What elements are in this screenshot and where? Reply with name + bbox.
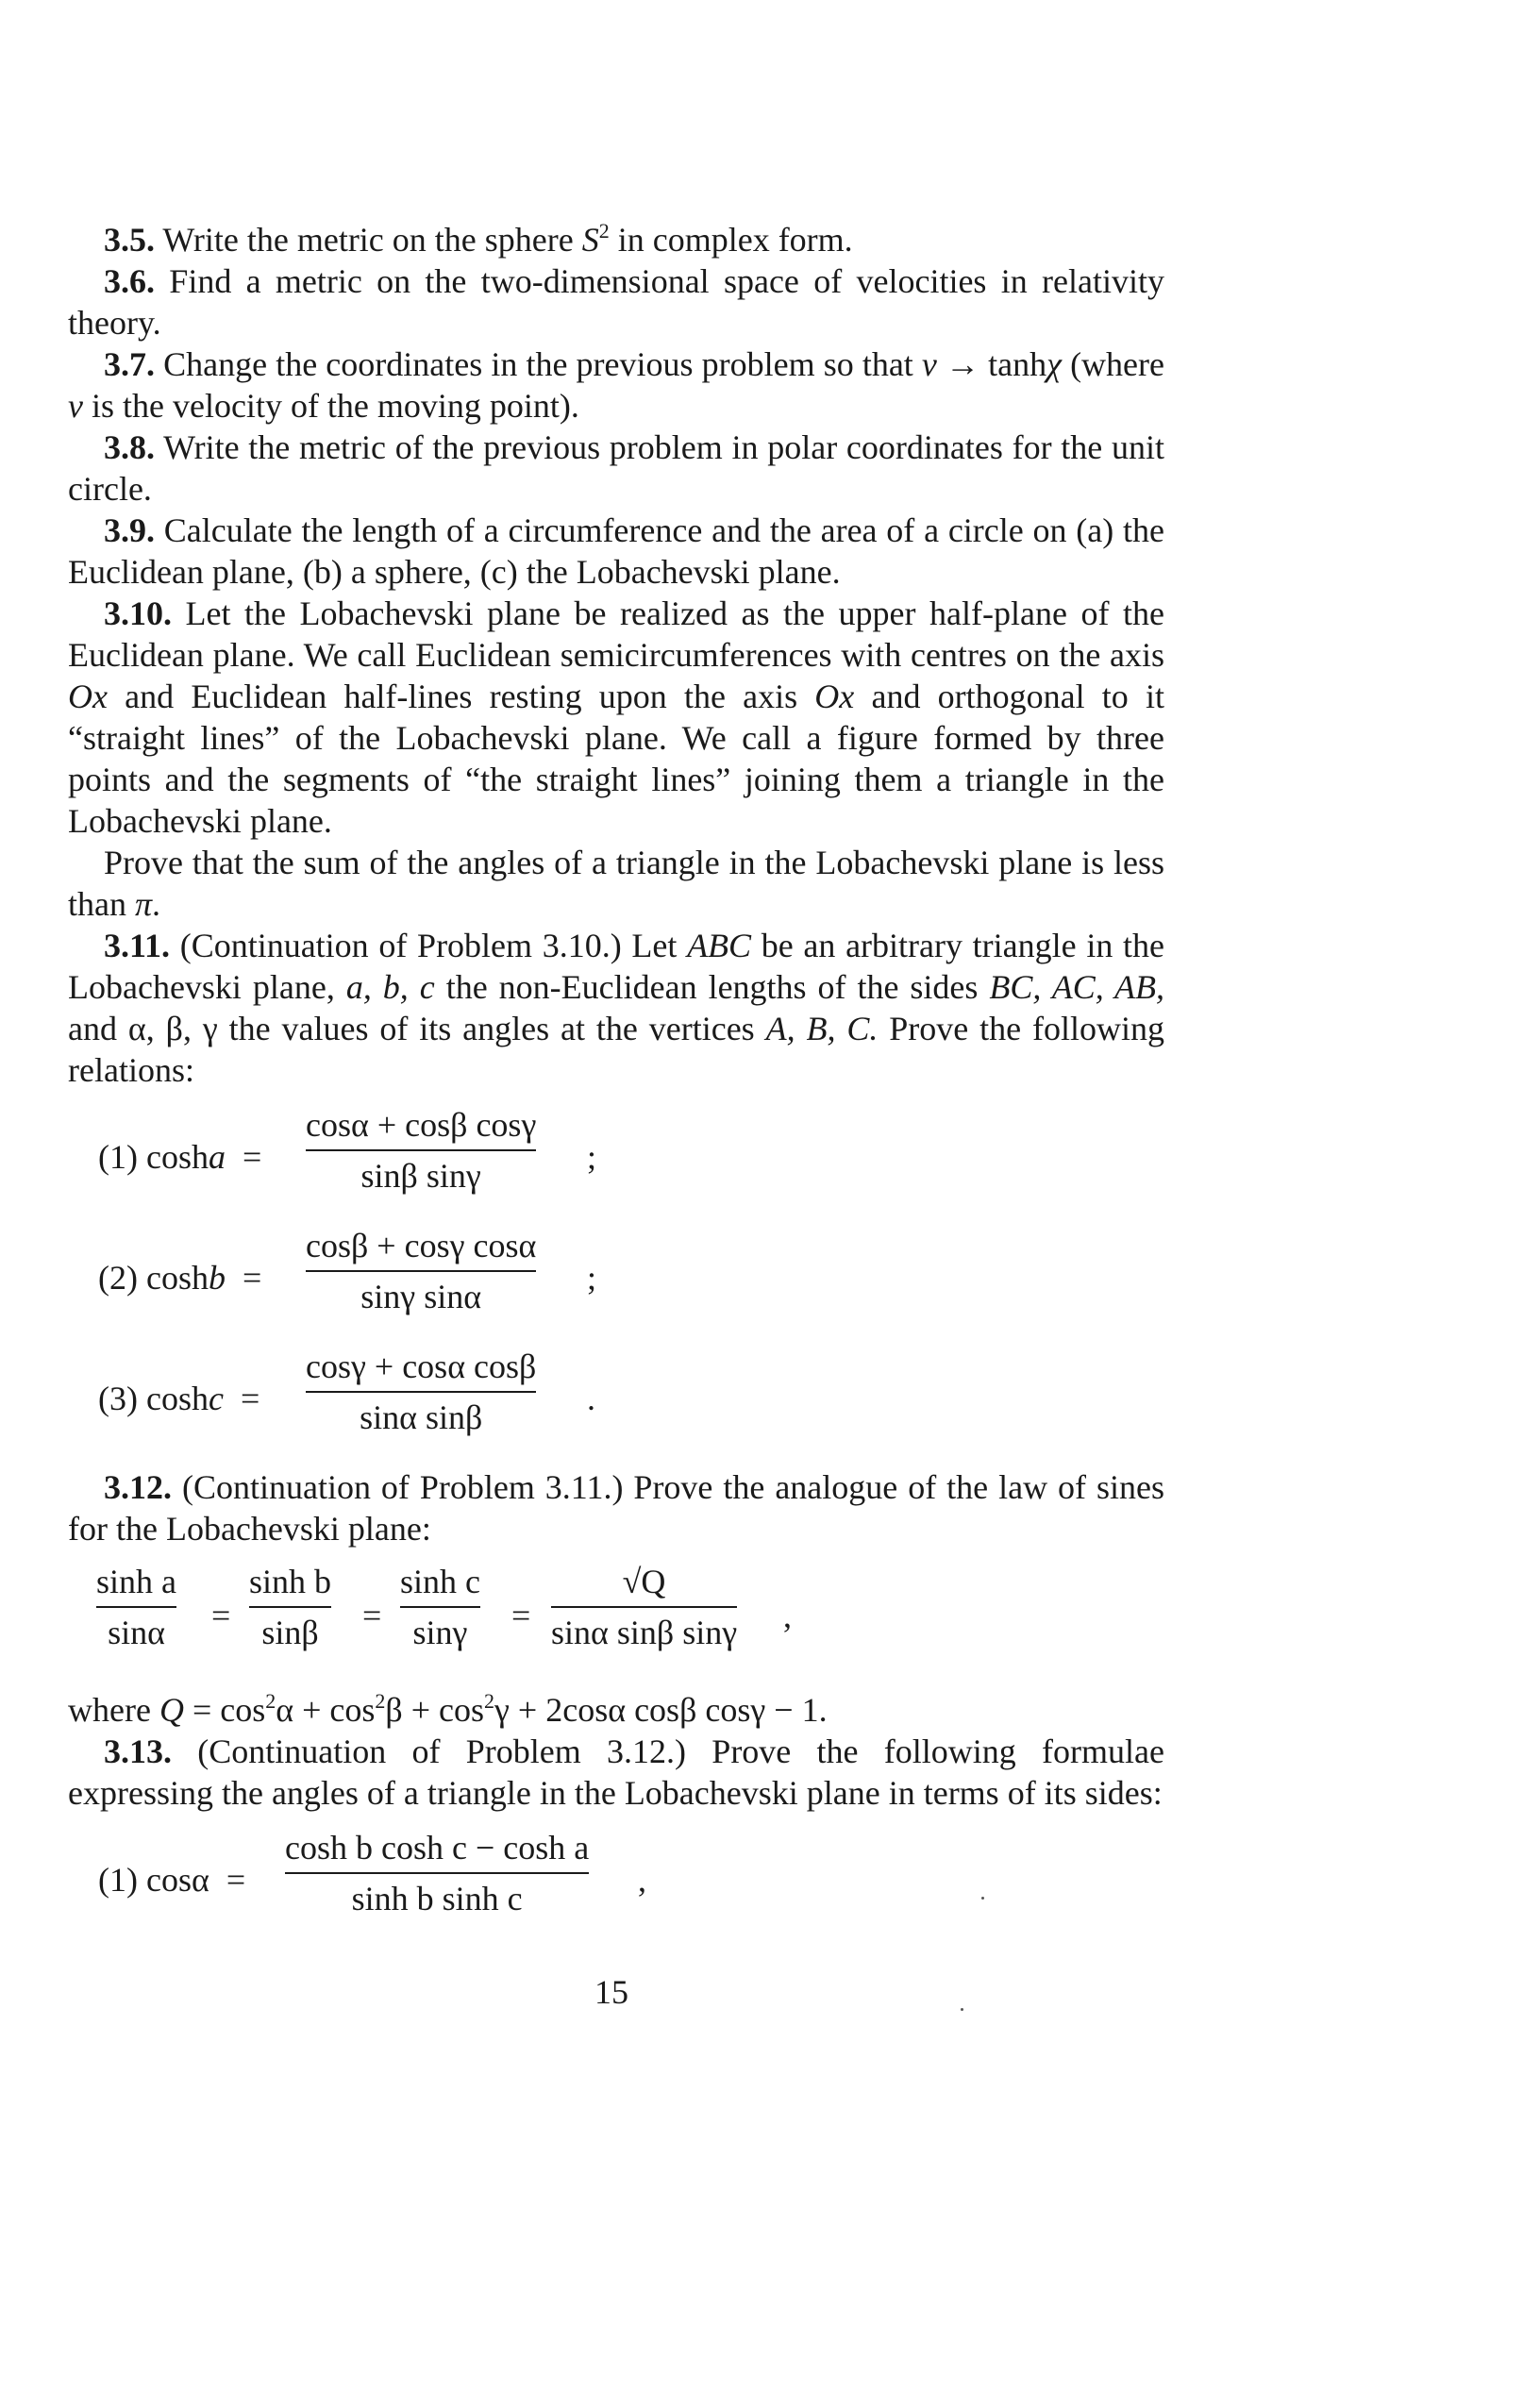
problem-3-12: 3.12. (Continuation of Problem 3.11.) Prove the analogue of the law of sines for the Lobachevski plane: — [68, 1468, 1164, 1548]
problem-3-11: 3.11. (Continuation of Problem 3.10.) Let ABC be an arbitrary triangle in the Lobachevski plane, a, b, c the non-Euclidean lengths of the sides BC, AC, AB, and α, β, γ the values of its angles at the vertices A, B, C. Prove the following relations: — [68, 927, 1165, 1089]
fraction: sinh a sinα — [96, 1563, 176, 1651]
problem-number: 3.9. — [104, 511, 155, 549]
problem-number: 3.5. — [104, 221, 155, 259]
problem-3-5: 3.5. Write the metric on the sphere $S^2$ in complex form. — [104, 219, 853, 259]
problem-number: 3.10. — [104, 594, 172, 632]
problem-3-9: 3.9. Calculate the length of a circumference and the area of a circle on (a) the Euclidean plane, (b) a sphere, (c) the Lobachevski plane. — [68, 511, 1164, 591]
problem-number: 3.6. — [104, 262, 155, 300]
problem-number: 3.8. — [104, 428, 155, 466]
problem-3-10-prove: Prove that the sum of the angles of a triangle in the Lobachevski plane is less than π. — [68, 844, 1164, 923]
problem-number: 3.12. — [104, 1468, 172, 1506]
problem-3-13: 3.13. (Continuation of Problem 3.12.) Prove the following formulae expressing the angles of a triangle in the Lobachevski plane in terms of its sides: — [68, 1733, 1164, 1812]
fraction: cosγ + cosα cosβ sinα sinβ — [306, 1348, 537, 1436]
equation-1: (1) cosha = cosα + cosβ cosγ sinβ sinγ ; — [98, 1106, 597, 1195]
problem-3-8: 3.8. Write the metric of the previous problem in polar coordinates for the unit circle. — [68, 428, 1164, 508]
page-number: 15 — [594, 1973, 628, 2011]
problem-number: 3.11. — [104, 927, 171, 964]
problem-3-7: 3.7. Change the coordinates in the previous problem so that v → tanhχ (where v is the velocity of the moving point). — [68, 345, 1164, 425]
where-clause: where $Q = \cos^2\alpha + \cos^2\beta + \cos^2\gamma + 2\cos\alpha$ cosβ cosγ − 1. — [68, 1689, 828, 1729]
fraction: sinh c sinγ — [400, 1563, 480, 1651]
fraction: cosα + cosβ cosγ sinβ sinγ — [306, 1106, 537, 1195]
problem-number: 3.13. — [104, 1733, 172, 1770]
page-body — [68, 219, 1164, 1948]
equation-3: (3) coshc = cosγ + cosα cosβ sinα sinβ . — [98, 1348, 595, 1436]
problem-3-10: 3.10. Let the Lobachevski plane be realized as the upper half-plane of the Euclidean plane. We call Euclidean semicircumferences with centres on the axis Ox and Euclidean half-lines resting upon the axis Ox and orthogonal to it “straight lines” of the Lobachevski plane. We call a figure formed by three points and the segments of “the straight lines” joining them a triangle in the Lobachevski plane. — [68, 594, 1164, 840]
equation-2: (2) coshb = cosβ + cosγ cosα sinγ sinα ; — [98, 1227, 597, 1315]
fraction: cosh b cosh c − cosh a sinh b sinh c — [285, 1829, 590, 1917]
scan-speck — [961, 2008, 963, 2011]
problem-number: 3.7. — [104, 345, 155, 383]
fraction: cosβ + cosγ cosα sinγ sinα — [306, 1227, 537, 1315]
equation-cos-alpha: (1) cosα = cosh b cosh c − cosh a sinh b sinh c , — [98, 1829, 646, 1917]
fraction: sinh b sinβ — [249, 1563, 332, 1651]
fraction: √Q sinα sinβ sinγ — [551, 1563, 738, 1651]
scan-speck — [981, 1897, 984, 1900]
problem-3-6: 3.6. Find a metric on the two-dimensional space of velocities in relativity theory. — [68, 262, 1164, 342]
law-of-sines: sinh a sinα = sinh b sinβ = sinh c sinγ = √Q sinα sinβ sinγ , — [96, 1563, 792, 1651]
